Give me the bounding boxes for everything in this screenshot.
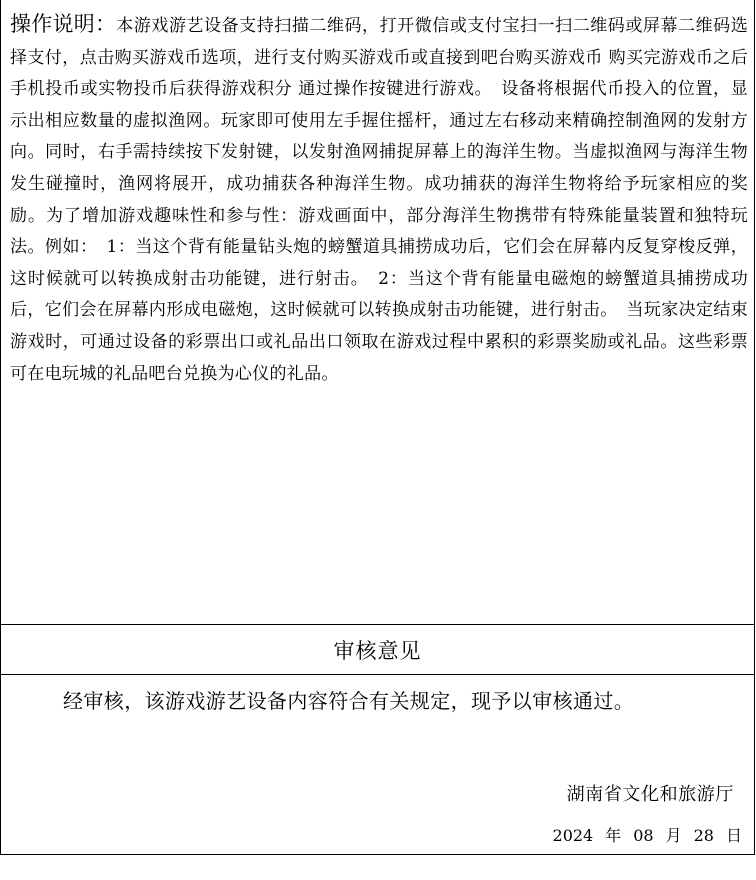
review-verdict: 经审核，该游戏游艺设备内容符合有关规定，现予以审核通过。	[63, 689, 635, 713]
operation-instructions-text	[10, 9, 748, 390]
review-heading: 审核意见	[333, 639, 422, 663]
review-opinion-cell	[0, 675, 755, 855]
date-day: 28	[693, 826, 714, 845]
operation-instructions-body: 本游戏游艺设备支持扫描二维码，打开微信或支付宝扫一扫二维码或屏幕二维码选择支付，点击购买游戏币选项，进行支付购买游戏币或直接到吧台购买游戏币 购买完游戏币之后手机投币或实物投币后获得游戏积分 通过操作按键进行游戏。 设备将根据代币投入的位置，显示出相应数量的虚拟渔网。玩家即可使用左手握住摇杆，通过左右移动来精确控制渔网的发射方向。同时，右手需持续按下发射键，以发射渔网捕捉屏幕上的海洋生物。当虚拟渔网与海洋生物发生碰撞时，渔网将展开，成功捕获各种海洋生物。成功捕获的海洋生物将给予玩家相应的奖励。为了增加游戏趣味性和参与性：游戏画面中，部分海洋生物携带有特殊能量装置和独特玩法。例如： 1：当这个背有能量钻头炮的螃蟹道具捕捞成功后，它们会在屏幕内反复穿梭反弹，这时候就可以转换成射击功能键，进行射击。 2：当这个背有能量电磁炮的螃蟹道具捕捞成功后，它们会在屏幕内形成电磁炮，这时候就可以转换成射击功能键，进行射击。 当玩家决定结束游戏时，可通过设备的彩票出口或礼品出口领取在游戏过程中累积的彩票奖励或礼品。这些彩票可在电玩城的礼品吧台兑换为心仪的礼品。	[10, 16, 748, 384]
date-year: 2024	[552, 826, 594, 845]
issuing-authority: 湖南省文化和旅游厅	[566, 784, 734, 805]
review-date	[553, 823, 742, 846]
date-day-unit: 日	[725, 826, 742, 845]
operation-instructions-label: 操作说明：	[10, 12, 117, 36]
date-year-unit: 年	[605, 826, 622, 845]
review-heading-cell	[0, 625, 755, 675]
date-month: 08	[633, 826, 654, 845]
date-month-unit: 月	[665, 826, 682, 845]
